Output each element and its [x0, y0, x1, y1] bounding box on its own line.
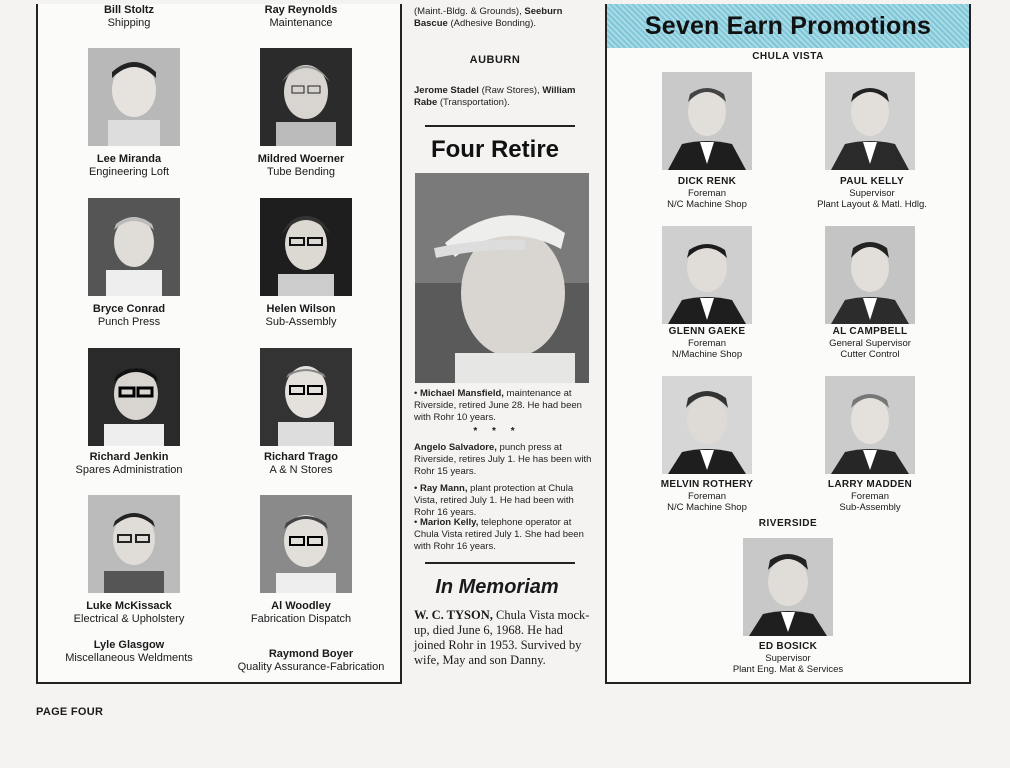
- person-name: Bill Stoltz: [103, 4, 155, 16]
- auburn-dept: (Raw Stores),: [481, 85, 540, 96]
- auburn-heading: AUBURN: [469, 54, 521, 66]
- news-column: [410, 0, 596, 690]
- promotions-title: Seven Earn Promotions: [644, 11, 932, 40]
- person-dept: N/C Machine Shop: [667, 199, 747, 210]
- portrait-photo: [662, 226, 752, 324]
- section-heading-chula-vista: CHULA VISTA: [752, 51, 824, 62]
- person-dept: Fabrication Dispatch: [250, 613, 352, 625]
- portrait-photo: [825, 226, 915, 324]
- retiree-item: • Michael Mansfield, maintenance at Riverside, retired June 28. He had been with Rohr 10 years.: [414, 388, 582, 423]
- person-name: Luke McKissack: [86, 600, 172, 612]
- person-dept: Engineering Loft: [88, 166, 170, 178]
- caption-ray-reynolds: [216, 4, 386, 30]
- auburn-paragraph: [414, 85, 594, 109]
- portrait-photo: [88, 495, 180, 593]
- person-dept: Tube Bending: [266, 166, 336, 178]
- person-title: Foreman: [687, 187, 726, 199]
- page-number-label: PAGE FOUR: [36, 706, 104, 718]
- person-name: Al Woodley: [271, 600, 331, 612]
- caption-helen-wilson: [216, 303, 386, 329]
- caption-glenn-gaeke: [622, 326, 792, 361]
- caption-dick-renk: [622, 176, 792, 211]
- promotions-panel: [605, 4, 971, 684]
- person-title: Supervisor: [765, 652, 811, 664]
- person-dept: Sub-Assembly: [265, 316, 337, 328]
- retiree-item: • Ray Mann, plant protection at Chula Vista, retired July 1. He had been with Rohr 16 years.: [414, 483, 574, 518]
- person-dept: Plant Eng. Mat & Services: [732, 664, 844, 675]
- caption-lyle-glasgow: [44, 639, 214, 665]
- caption-ed-bosick: [703, 641, 873, 676]
- caption-paul-kelly: [777, 176, 967, 211]
- person-dept: Miscellaneous Weldments: [65, 652, 193, 664]
- portrait-photo: [88, 348, 180, 446]
- person-name: AL CAMPBELL: [832, 326, 908, 337]
- person-title: General Supervisor: [829, 337, 911, 349]
- person-dept: Plant Layout & Matl. Hdlg.: [817, 199, 927, 210]
- retiree-text: plant protection at Chula Vista, retired July 1. He had been with Rohr 16 years.: [414, 483, 574, 518]
- retiree-name: Marion Kelly,: [419, 517, 479, 528]
- auburn-name: William Rabe: [414, 85, 576, 108]
- person-title: Supervisor: [849, 187, 895, 199]
- person-dept: Maintenance: [269, 17, 333, 29]
- person-name: Richard Trago: [264, 451, 338, 463]
- person-name: Mildred Woerner: [257, 153, 345, 165]
- caption-al-woodley: [216, 600, 386, 626]
- person-dept: Shipping: [107, 17, 151, 29]
- person-name: Ray Reynolds: [264, 4, 338, 16]
- person-dept: Spares Administration: [75, 464, 183, 476]
- person-name: LARRY MADDEN: [827, 479, 913, 490]
- portrait-photo: [743, 538, 833, 636]
- retiree-photo: [415, 173, 589, 383]
- section-heading-riverside: RIVERSIDE: [758, 518, 818, 529]
- fragment-text: (Adhesive Bonding).: [450, 18, 537, 29]
- auburn-dept: (Transportation).: [439, 97, 510, 108]
- person-dept: N/C Machine Shop: [667, 502, 747, 513]
- person-dept: Electrical & Upholstery: [73, 613, 185, 625]
- caption-richard-jenkin: [44, 451, 214, 477]
- person-dept: Cutter Control: [840, 349, 900, 360]
- person-title: Foreman: [850, 490, 889, 502]
- memoriam-paragraph: [414, 608, 594, 668]
- fragment-text: (Maint.-Bldg. & Grounds),: [414, 6, 522, 17]
- person-dept: N/Machine Shop: [671, 349, 743, 360]
- caption-raymond-boyer: [216, 648, 406, 674]
- caption-larry-madden: [785, 479, 955, 514]
- retiree-name: Angelo Salvadore,: [414, 442, 497, 453]
- person-name: GLENN GAEKE: [668, 326, 746, 337]
- portrait-photo: [662, 72, 752, 170]
- retiree-name: Michael Mansfield,: [419, 388, 504, 399]
- divider: [425, 562, 575, 564]
- person-dept: Sub-Assembly: [839, 502, 901, 513]
- caption-bill-stoltz: [44, 4, 214, 30]
- portrait-photo: [88, 198, 180, 296]
- memoriam-text: Chula Vista mock-up, died June 6, 1968. He had joined Rohr in 1953. Survived by wife, May and son Danny.: [414, 608, 590, 667]
- caption-luke-mckissack: [44, 600, 214, 626]
- retiree-name: Ray Mann,: [419, 483, 468, 494]
- retiree-text: punch press at Riverside, retires July 1. He has been with Rohr 15 years.: [414, 442, 592, 477]
- person-dept: A & N Stores: [269, 464, 333, 476]
- in-memoriam-heading: In Memoriam: [435, 576, 559, 598]
- retiree-item: [414, 442, 594, 478]
- person-name: PAUL KELLY: [840, 176, 904, 187]
- divider: [425, 125, 575, 127]
- person-title: Foreman: [687, 337, 726, 349]
- person-name: Richard Jenkin: [89, 451, 169, 463]
- caption-bryce-conrad: [44, 303, 214, 329]
- retiree-item: • Marion Kelly, telephone operator at Chula Vista retired July 1. She had been with Rohr 16 years.: [414, 517, 584, 552]
- caption-lee-miranda: [44, 153, 214, 179]
- caption-mildred-woerner: [216, 153, 386, 179]
- retiree-text: maintenance at Riverside, retired June 28. He had been with Rohr 10 years.: [414, 388, 582, 423]
- four-retire-heading: Four Retire: [430, 136, 559, 163]
- auburn-name: Jerome Stadel: [414, 85, 479, 96]
- person-dept: Punch Press: [97, 316, 161, 328]
- person-dept: Quality Assurance-Fabrication: [237, 661, 385, 673]
- person-name: ED BOSICK: [758, 641, 818, 652]
- person-title: Foreman: [687, 490, 726, 502]
- memoriam-name: W. C. TYSON,: [414, 608, 493, 622]
- portrait-photo: [260, 348, 352, 446]
- staff-photo-panel: [36, 4, 402, 684]
- portrait-photo: [260, 198, 352, 296]
- portrait-photo: [825, 72, 915, 170]
- top-fragment: [414, 6, 594, 30]
- portrait-photo: [260, 495, 352, 593]
- promotions-banner: [607, 4, 969, 48]
- person-name: Lyle Glasgow: [93, 639, 165, 651]
- fragment-name: Seeburn Bascue: [414, 6, 563, 29]
- portrait-photo: [825, 376, 915, 474]
- person-name: Bryce Conrad: [92, 303, 166, 315]
- person-name: MELVIN ROTHERY: [660, 479, 754, 490]
- person-name: Lee Miranda: [96, 153, 162, 165]
- person-name: Raymond Boyer: [268, 648, 354, 660]
- person-name: DICK RENK: [677, 176, 737, 187]
- portrait-photo: [260, 48, 352, 146]
- retiree-text: telephone operator at Chula Vista retired July 1. She had been with Rohr 16 years.: [414, 517, 584, 552]
- caption-al-campbell: [785, 326, 955, 361]
- portrait-photo: [88, 48, 180, 146]
- caption-melvin-rothery: [622, 479, 792, 514]
- person-name: Helen Wilson: [266, 303, 336, 315]
- portrait-photo: [662, 376, 752, 474]
- separator: * * *: [473, 426, 521, 437]
- caption-richard-trago: [216, 451, 386, 477]
